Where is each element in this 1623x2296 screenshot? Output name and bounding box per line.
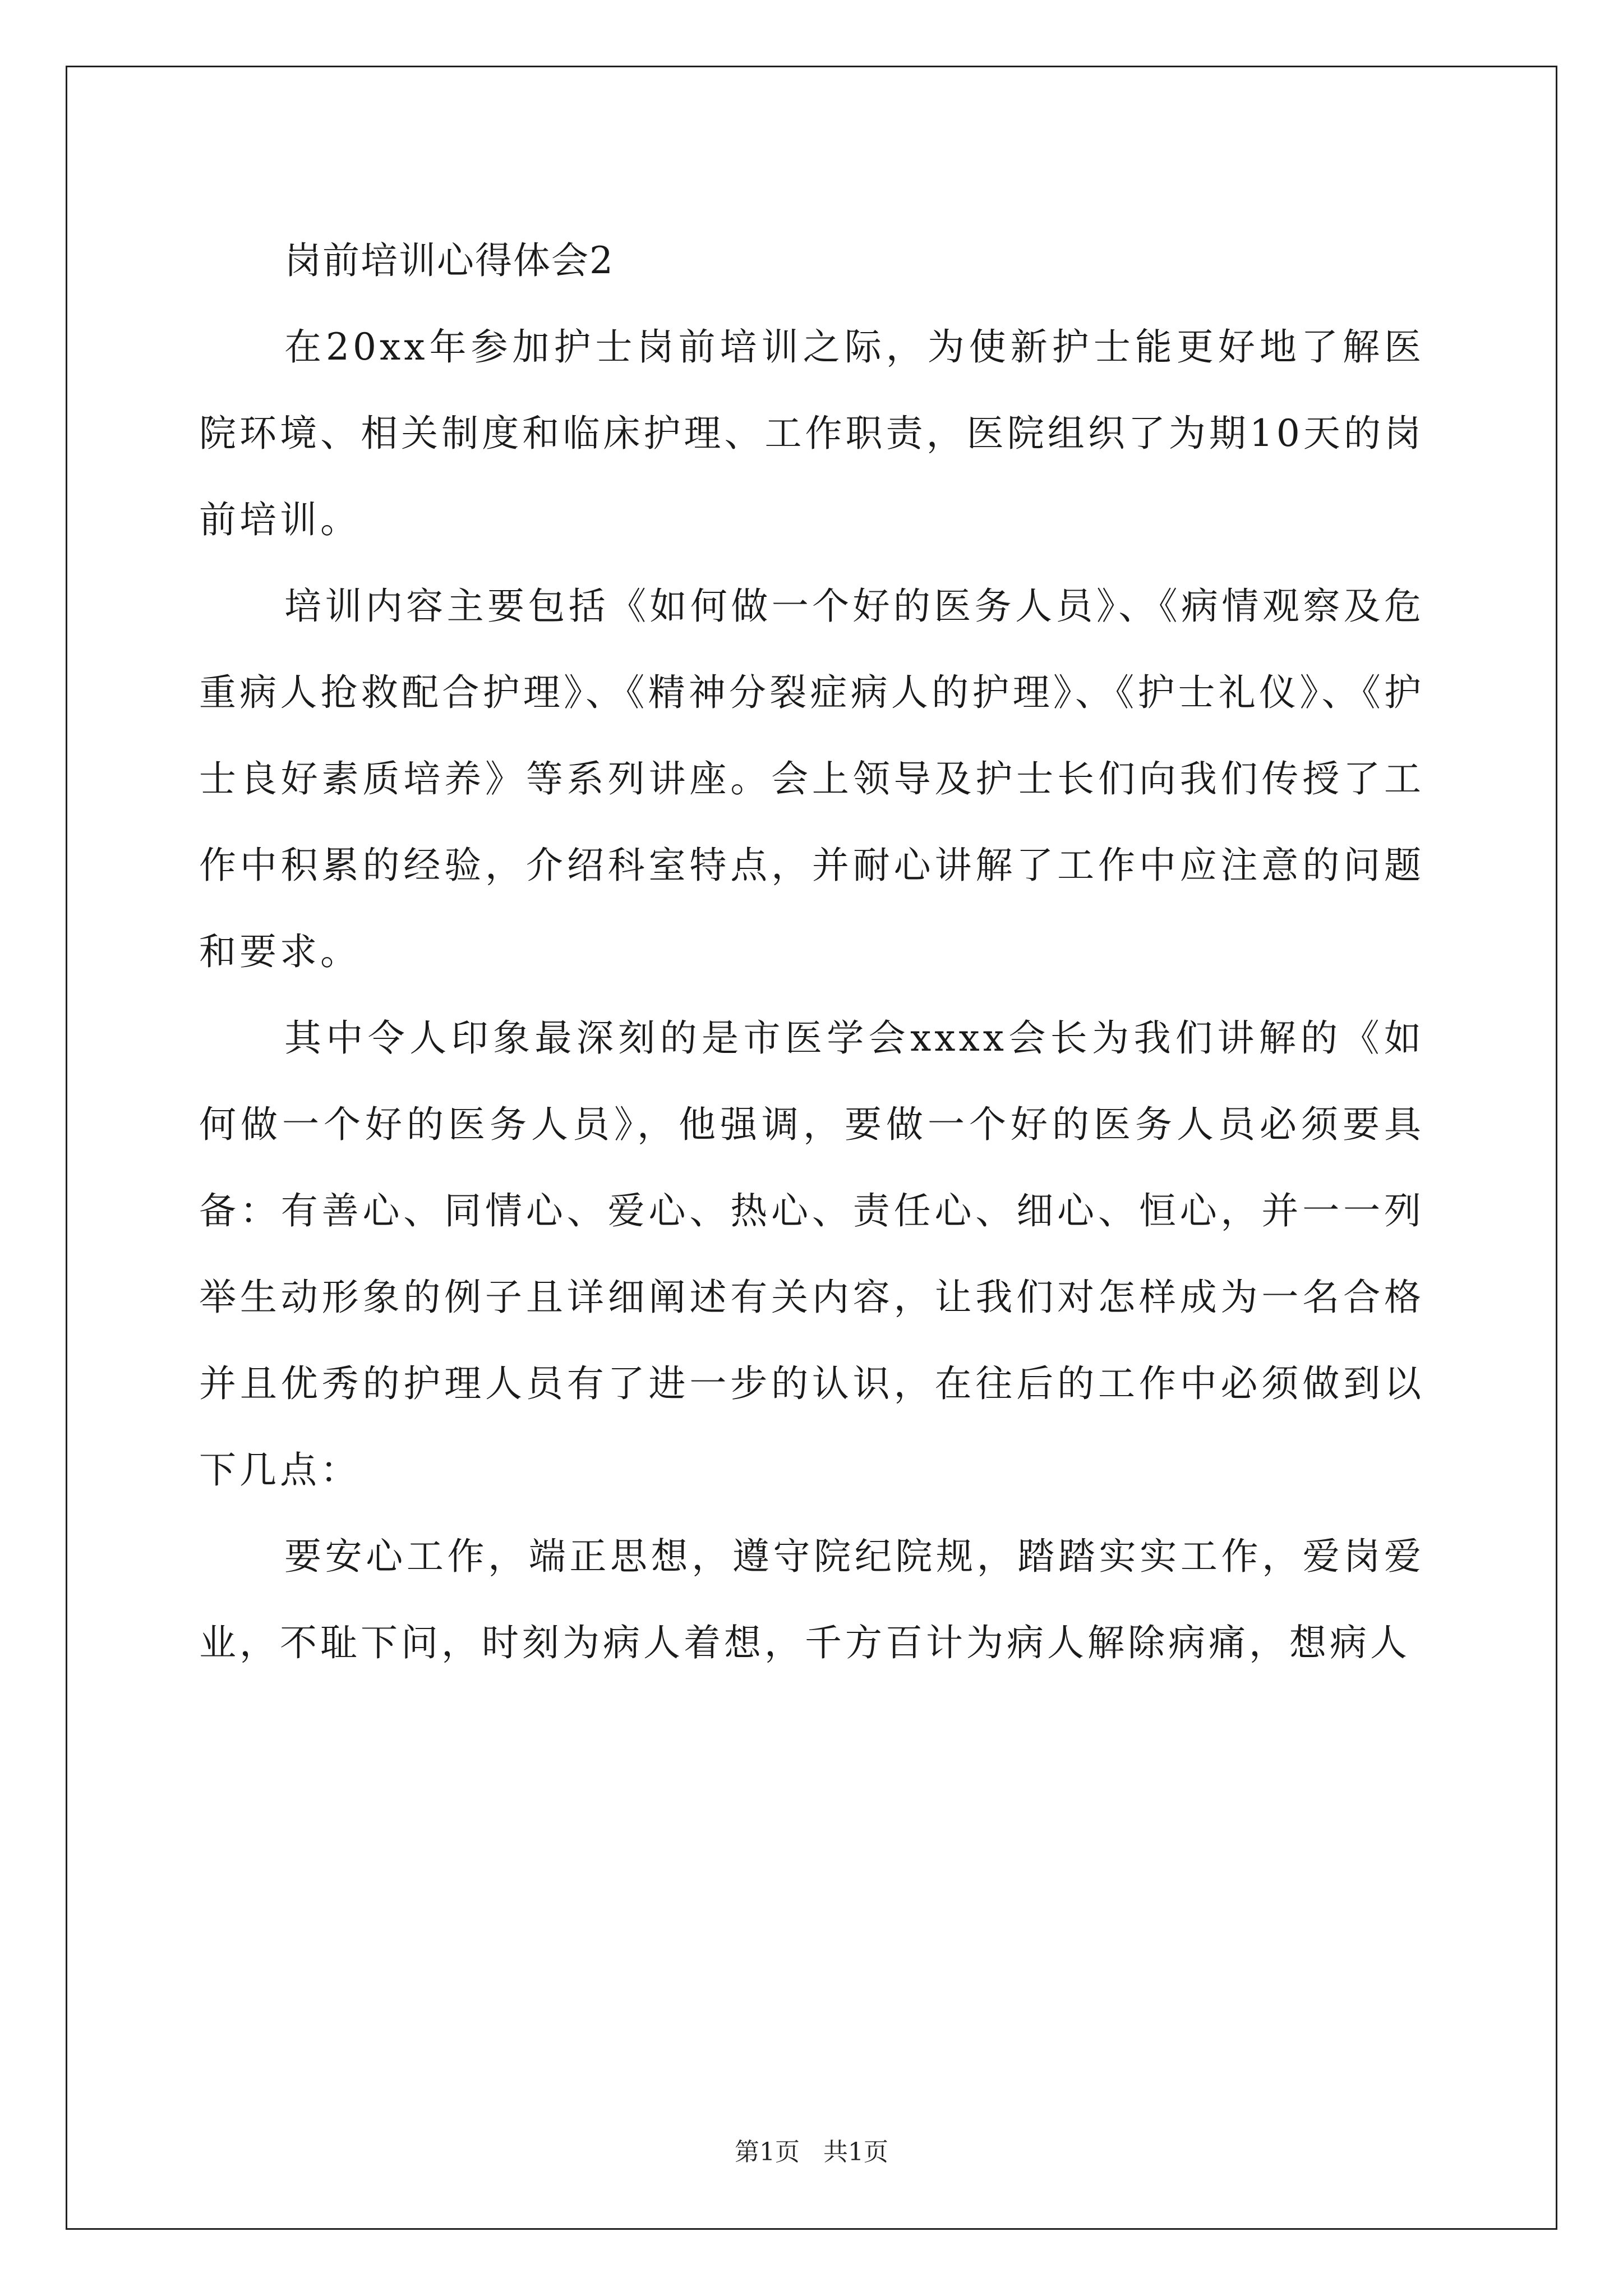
paragraph: 培训内容主要包括《如何做一个好的医务人员》、《病情观察及危重病人抢救配合护理》、《精神分裂症病人的护理》、《护士礼仪》、《护士良好素质培养》等系列讲座。会上领导及护士长们向我们传授了工作中积累的经验，介绍科室特点，并耐心讲解了工作中应注意的问题和要求。 xyxy=(199,585,1424,973)
paragraph: 在20xx年参加护士岗前培训之际，为使新护士能更好地了解医院环境、相关制度和临床护理、工作职责，医院组织了为期10天的岗前培训。 xyxy=(199,325,1424,541)
paragraph: 其中令人印象最深刻的是市医学会xxxx会长为我们讲解的《如何做一个好的医务人员》，他强调，要做一个好的医务人员必须要具备：有善心、同情心、爱心、热心、责任心、细心、恒心，并一一列举生动形象的例子且详细阐述有关内容，让我们对怎样成为一名合格并且优秀的护理人员有了进一步的认识，在往后的工作中必须做到以下几点： xyxy=(199,1016,1424,1492)
page-total: 共1页 xyxy=(823,2138,888,2166)
page-number: 第1页 xyxy=(735,2138,800,2166)
document-title: 岗前培训心得体会2 xyxy=(284,239,614,282)
paragraph: 要安心工作，端正思想，遵守院纪院规，踏踏实实工作，爱岗爱业，不耻下问，时刻为病人着想，千方百计为病人解除病痛，想病人 xyxy=(199,1535,1424,1664)
page-footer xyxy=(0,2132,1623,2168)
document-body xyxy=(199,218,1424,1686)
